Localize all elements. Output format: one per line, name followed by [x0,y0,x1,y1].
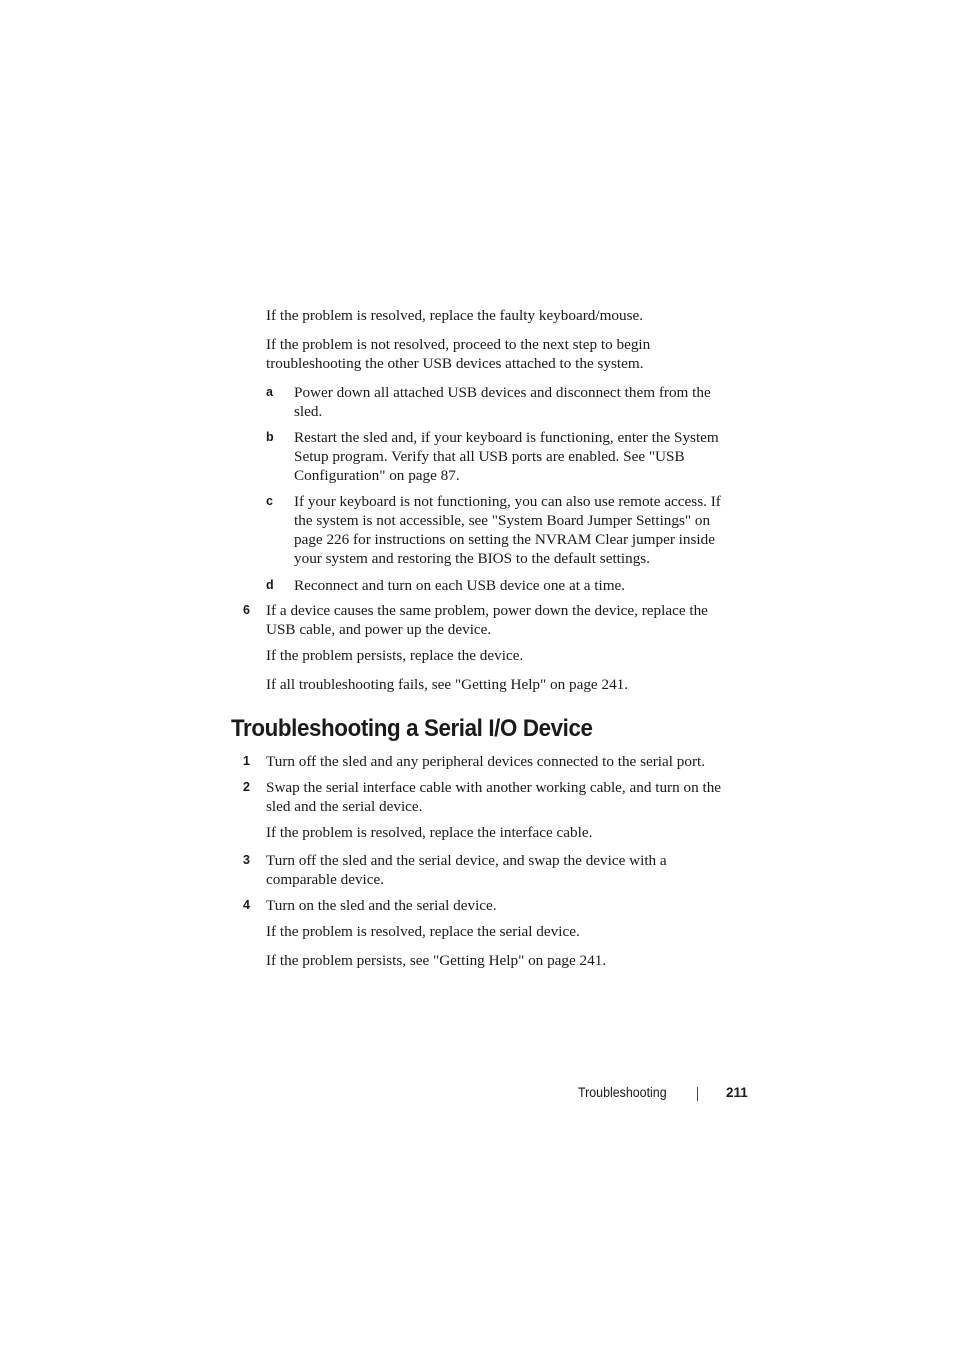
footer-divider [697,1087,698,1101]
step-6-line-2: USB cable, and power up the device. [266,621,492,638]
serial-step-1-line-1: Turn off the sled and any peripheral devices connected to the serial port. [266,753,706,770]
serial-step-2-line-2: sled and the serial device. [266,798,423,815]
persists-help-text: If the problem persists, see "Getting Help" on page 241. [266,952,607,969]
substep-label-a: a [266,385,273,399]
substep-d-line-1: Reconnect and turn on each USB device one at a time. [294,577,626,594]
not-resolved-text-line-2: troubleshooting the other USB devices attached to the system. [266,355,644,372]
serial-step-label-3: 3 [243,853,250,867]
not-resolved-text-line-1: If the problem is not resolved, proceed to the next step to begin [266,336,651,353]
substep-b-line-3: Configuration" on page 87. [294,467,460,484]
serial-step-3-line-1: Turn off the sled and the serial device, and swap the device with a [266,852,667,869]
substep-b-line-1: Restart the sled and, if your keyboard is functioning, enter the System [294,429,719,446]
substep-label-d: d [266,578,274,592]
serial-step-2-line-1: Swap the serial interface cable with another working cable, and turn on the [266,779,722,796]
serial-step-4-line-1: Turn on the sled and the serial device. [266,897,497,914]
resolved-cable-text: If the problem is resolved, replace the interface cable. [266,824,593,841]
substep-c-line-1: If your keyboard is not functioning, you can also use remote access. If [294,493,721,510]
step-6-line-1: If a device causes the same problem, power down the device, replace the [266,602,708,619]
substep-c-line-2: the system is not accessible, see "System Board Jumper Settings" on [294,512,711,529]
resolved-device-text: If the problem is resolved, replace the serial device. [266,923,580,940]
resolved-keyboard-text: If the problem is resolved, replace the faulty keyboard/mouse. [266,307,644,324]
serial-step-3-line-2: comparable device. [266,871,385,888]
all-fails-text: If all troubleshooting fails, see "Getting Help" on page 241. [266,676,629,693]
substep-c-line-4: your system and restoring the BIOS to the default settings. [294,550,651,567]
substep-a-line-1: Power down all attached USB devices and disconnect them from the [294,384,711,401]
footer-page-number: 211 [726,1085,748,1100]
serial-step-label-2: 2 [243,780,250,794]
step-label-6: 6 [243,603,250,617]
substep-label-c: c [266,494,273,508]
serial-step-label-1: 1 [243,754,250,768]
persists-replace-text: If the problem persists, replace the device. [266,647,524,664]
substep-c-line-3: page 226 for instructions on setting the NVRAM Clear jumper inside [294,531,715,548]
footer-section-name: Troubleshooting [578,1085,667,1100]
substep-a-line-2: sled. [294,403,323,420]
substep-b-line-2: Setup program. Verify that all USB ports are enabled. See "USB [294,448,685,465]
section-heading: Troubleshooting a Serial I/O Device [231,715,593,742]
serial-step-label-4: 4 [243,898,250,912]
substep-label-b: b [266,430,274,444]
